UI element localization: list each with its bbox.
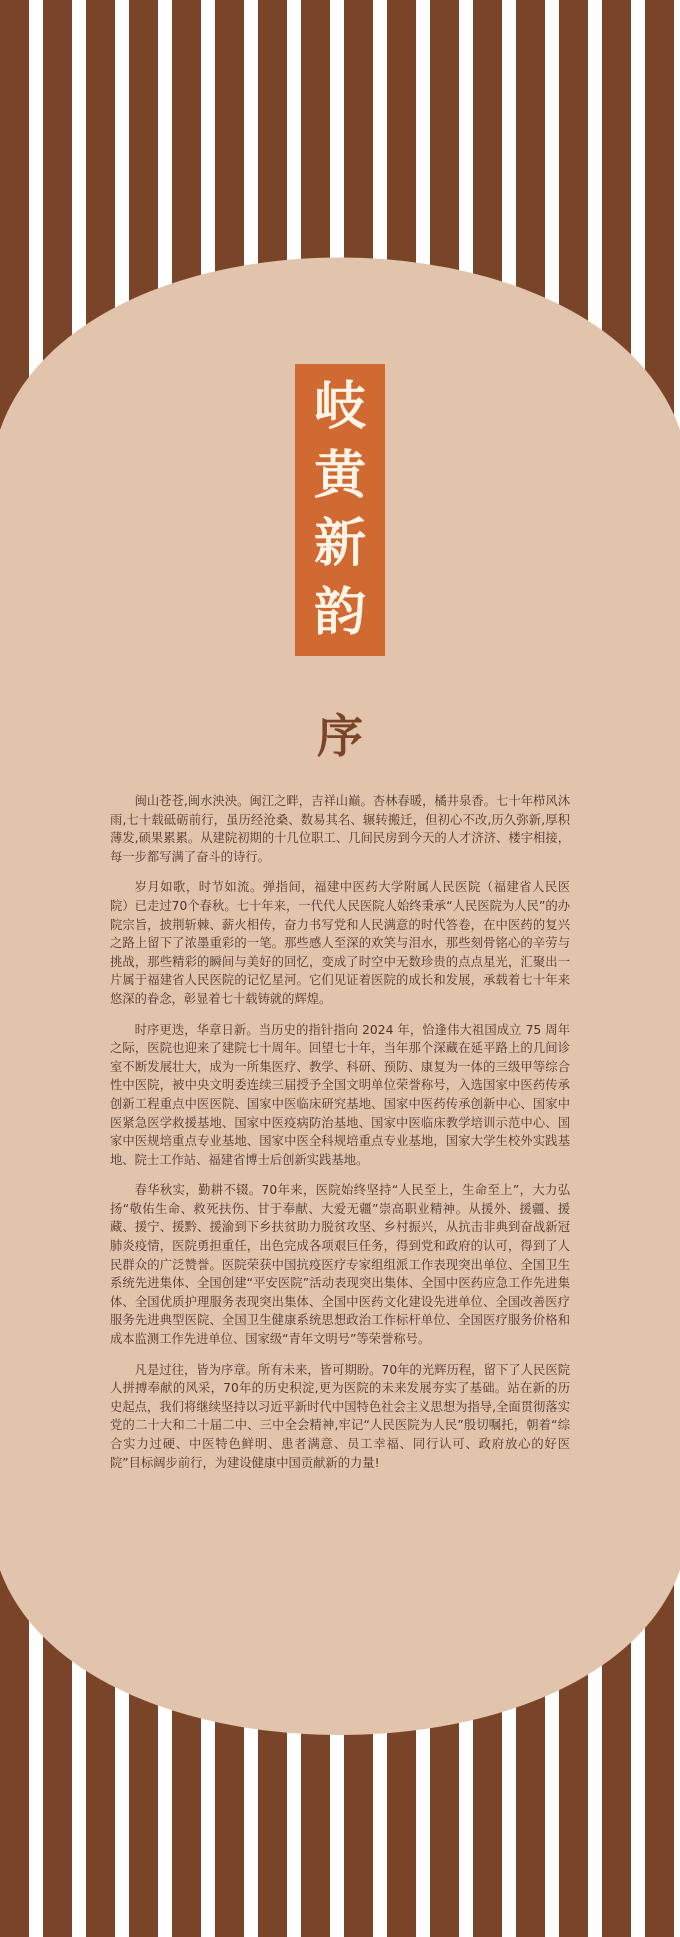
title-char: 岐 — [313, 375, 366, 437]
paragraph: 春华秋实，勤耕不辍。70年来，医院始终坚持“人民至上，生命至上”，大力弘扬“敬佑生命、救死扶伤、甘于奉献、大爱无疆”崇高职业精神。从援外、援疆、援藏、援宁、援黔、援渝到下乡扶贫助力脱贫攻坚、乡村振兴，从抗击非典到奋战新冠肺炎疫情，医院勇担重任，出色完成各项艰巨任务，得到党和政府的认可，得到了人民群众的广泛赞誉。医院荣获中国抗疫医疗专家组组派工作表现突出单位、全国卫生系统先进集体、全国创建“平安医院”活动表现突出集体、全国中医药应急工作先进集体、全国优质护理服务表现突出集体、全国中医药文化建设先进单位、全国改善医疗服务先进典型医院、全国卫生健康系统思想政治工作标杆单位、全国医疗服务价格和成本监测工作先进单位、国家级“青年文明号”等荣誉称号。 — [110, 1183, 570, 1347]
preface-heading: 序 — [317, 709, 363, 763]
title-char: 黄 — [313, 444, 366, 506]
title-char: 新 — [313, 513, 366, 575]
paragraph: 时序更迭，华章日新。当历史的指针指向 2024 年，恰逢伟大祖国成立 75 周年之际，医院也迎来了建院七十周年。回望七十年，当年那个深藏在延平路上的几间诊室不断发展壮大，成为一所集医疗、教学、科研、预防、康复为一体的三级甲等综合性中医院，被中央文明委连续三届授予全国文明单位荣誉称号，入选国家中医药传承创新工程重点中医医院、国家中医临床研究基地、国家中医药传承创新中心、国家中医紧急医学救援基地、国家中医疫病防治基地、国家中医临床教学培训示范中心、国家中医规培重点专业基地、国家中医全科规培重点专业基地，国家大学生校外实践基地、院士工作站、福建省博士后创新实践基地。 — [110, 1022, 570, 1167]
paragraph: 凡是过往，皆为序章。所有未来，皆可期盼。70年的光辉历程，留下了人民医院人拼搏奉献的风采，70年的历史积淀,更为医院的未来发展夯实了基础。站在新的历史起点，我们将继续坚持以习近平新时代中国特色社会主义思想为指导,全面贯彻落实党的二十大和二十届二中、三中全会精神,牢记“人民医院为人民”殷切嘱托，朝着“综合实力过硬、中医特色鲜明、患者满意、员工幸福、同行认可、政府放心的好医院”目标阔步前行，为建设健康中国贡献新的力量! — [110, 1362, 570, 1470]
paragraph: 岁月如歌，时节如流。弹指间，福建中医药大学附属人民医院（福建省人民医院）已走过70个春秋。七十年来，一代代人民医院人始终秉承“人民医院为人民”的办院宗旨，披荆斩棘、薪火相传，奋力书写党和人民满意的时代答卷，在中医药的复兴之路上留下了浓墨重彩的一笔。那些感人至深的欢笑与泪水，那些刻骨铭心的辛劳与挑战，那些精彩的瞬间与美好的回忆，变成了时空中无数珍贵的点点星光，汇聚出一片属于福建省人民医院的记忆星河。它们见证着医院的成长和发展，承载着七十年来悠深的眷念，彰显着七十载铸就的辉煌。 — [110, 880, 570, 1006]
preface-body — [110, 792, 570, 1484]
paragraph: 闽山苍苍,闽水泱泱。闽江之畔，吉祥山巅。杏林春暖，橘井泉香。七十年栉风沐雨,七十载砥砺前行，虽历经沧桑、数易其名、辗转搬迁，但初心不改,历久弥新,厚积薄发,硕果累累。从建院初期的十几位职工、几间民房到今天的人才济济、楼宇相接，每一步都写满了奋斗的诗行。 — [110, 794, 570, 864]
title-char: 韵 — [313, 582, 366, 644]
title-banner — [295, 364, 385, 656]
